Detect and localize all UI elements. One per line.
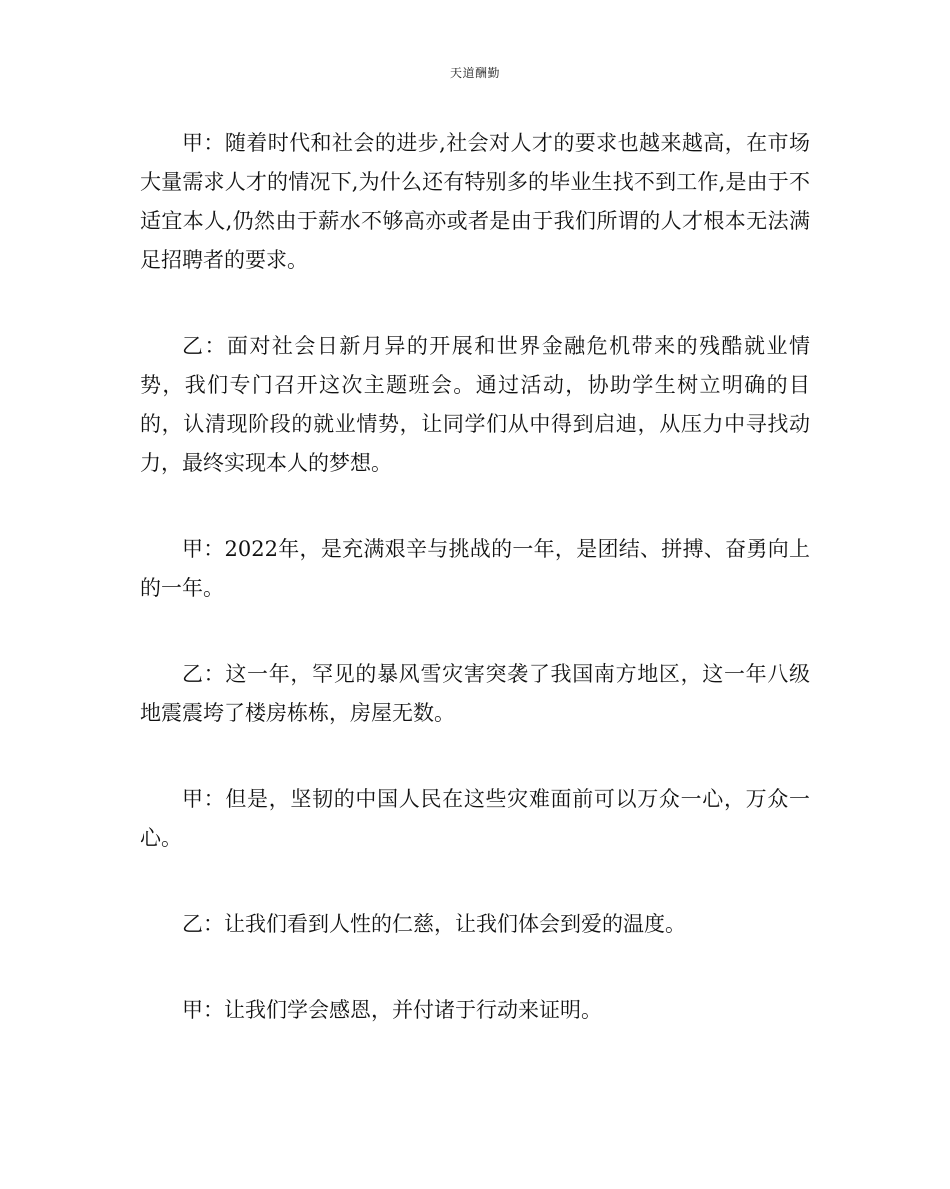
paragraph-5: 甲：但是，坚韧的中国人民在这些灾难面前可以万众一心，万众一心。 xyxy=(140,787,810,850)
page-header: 天道酬勤 xyxy=(449,66,500,80)
paragraph-1: 甲：随着时代和社会的进步,社会对人才的要求也越来越高，在市场大量需求人才的情况下,为什么还有特别多的毕业生找不到工作,是由于不适宜本人,仍然由于薪水不够高亦或者是由于我们所谓的人才根本无法满足招聘者的要求。 xyxy=(140,131,810,272)
paragraph-7: 甲：让我们学会感恩，并付诸于行动来证明。 xyxy=(182,998,602,1022)
document-body xyxy=(140,124,810,1077)
paragraph-2: 乙：面对社会日新月异的开展和世界金融危机带来的残酷就业情势，我们专门召开这次主题班会。通过活动，协助学生树立明确的目的，认清现阶段的就业情势，让同学们从中得到启迪，从压力中寻找动力，最终实现本人的梦想。 xyxy=(140,334,810,475)
paragraph-6: 乙：让我们看到人性的仁慈，让我们体会到爱的温度。 xyxy=(182,912,686,936)
paragraph-4: 乙：这一年，罕见的暴风雪灾害突袭了我国南方地区，这一年八级地震震垮了楼房栋栋，房屋无数。 xyxy=(140,662,810,725)
paragraph-3: 甲：2022年，是充满艰辛与挑战的一年，是团结、拼搏、奋勇向上的一年。 xyxy=(140,537,810,600)
